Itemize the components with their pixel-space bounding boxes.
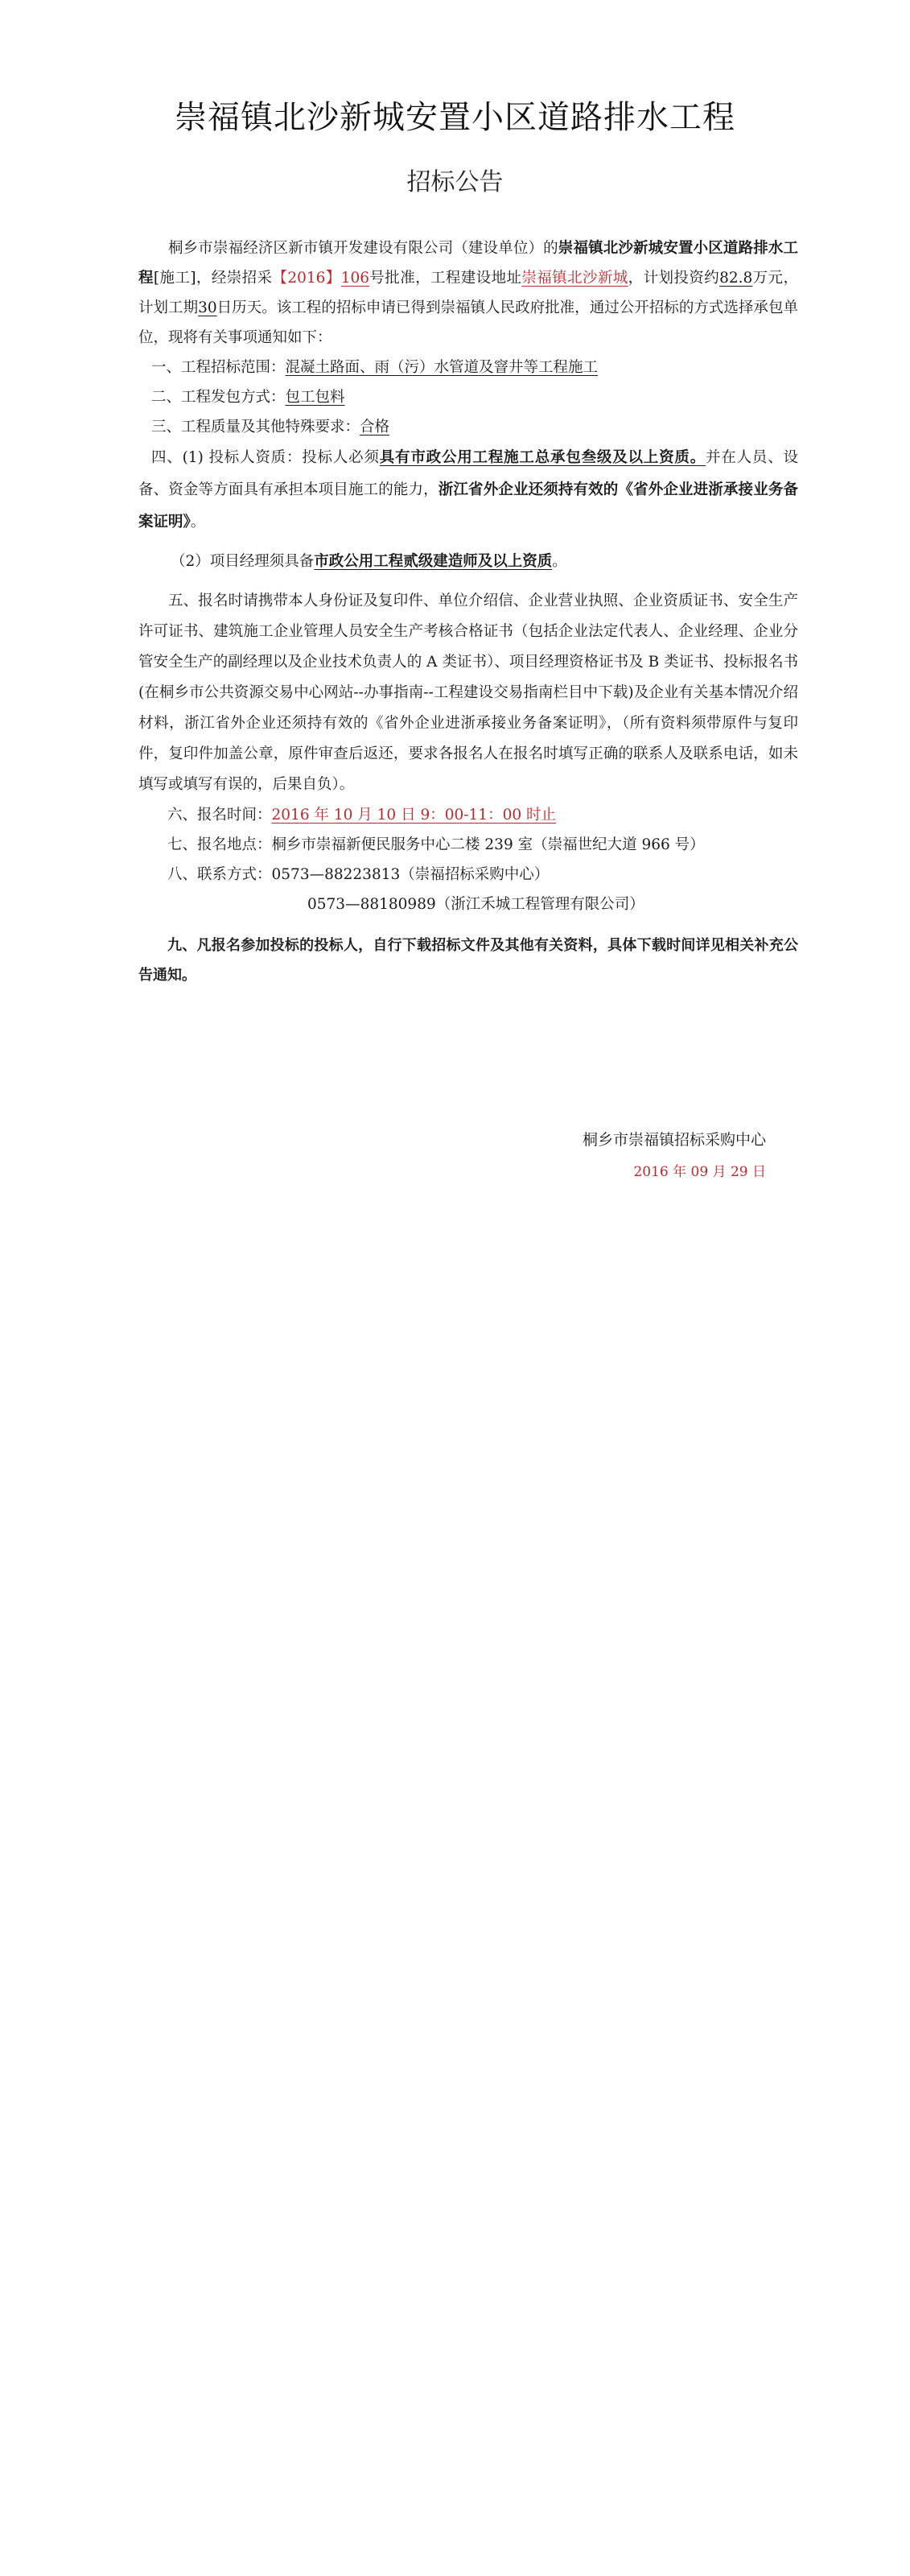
item-registration-location	[138, 830, 798, 860]
intro-address: 崇福镇北沙新城	[521, 270, 628, 287]
intro-text-3: 号批准，工程建设地址	[369, 270, 522, 287]
item-registration-location-label: 七、报名地点：	[167, 836, 272, 853]
intro-doc-number: 106	[340, 270, 370, 287]
intro-text-5: 万元，计划工期	[138, 270, 798, 316]
project-title: 崇福镇北沙新城安置小区道路排水工程	[175, 99, 735, 136]
item-manager-text-2: 。	[552, 553, 567, 570]
item-registration-time	[138, 800, 798, 830]
intro-text-2: [施工]，经崇招采	[153, 270, 273, 287]
intro-text-6: 日历天。该工程的招标申请已得到崇福镇人民政府批准，通过公开招标的方式选择承包单位，现将有关事项通知如下：	[138, 299, 798, 346]
item-quality-value: 合格	[360, 419, 390, 436]
item-contact-2	[138, 890, 798, 919]
item-contract-mode	[138, 382, 798, 412]
item-download-notice: 九、凡报名参加投标的投标人，自行下载招标文件及其他有关资料，具体下载时间详见相关补充公告通知。	[138, 937, 798, 984]
intro-investment: 82.8	[719, 270, 753, 287]
item-contact	[138, 860, 798, 890]
intro-text-1: 桐乡市崇福经济区新市镇开发建设有限公司（建设单位）的	[168, 240, 558, 257]
intro-project-name: 崇福镇北沙新城安置小区道路排水工程	[138, 240, 798, 287]
item-registration-location-value: 桐乡市崇福新便民服务中心二楼 239 室（崇福世纪大道 966 号）	[271, 836, 705, 853]
item-contract-mode-value: 包工包料	[285, 389, 345, 406]
item-quality-label: 三、工程质量及其他特殊要求：	[151, 419, 360, 436]
item-registration-materials: 五、报名时请携带本人身份证及复印件、单位介绍信、企业营业执照、企业资质证书、安全生产许可证书、建筑施工企业管理人员安全生产考核合格证书（包括企业法定代表人、企业经理、企业分管安全生产的副经理以及企业技术负责人的 A 类证书）、项目经理资格证书及 B 类证书、投标报名书(在桐乡市公共资源交易中心网站--办事指南--工程建设交易指南栏目中下载)及企业有关基本情况介绍材料，浙江省外企业还须持有效的《省外企业进浙承接业务备案证明》，（所有资料须带原件与复印件，复印件加盖公章，原件审查后返还，要求各报名人在报名时填写正确的联系人及联系电话，如未填写或填写有误的，后果自负）。	[138, 592, 798, 793]
item-manager-requirement: 市政公用工程贰级建造师及以上资质	[314, 553, 553, 570]
item-scope-value: 混凝土路面、雨（污）水管道及窨井等工程施工	[285, 359, 599, 376]
intro-text-4: ，计划投资约	[628, 270, 720, 287]
announcement-subtitle: 招标公告	[406, 168, 504, 196]
item-contact-phone-1: 0573—88223813（崇福招标采购中心）	[271, 866, 550, 883]
item-qualification	[138, 442, 798, 539]
item-quality	[138, 412, 798, 442]
announcement-body	[138, 233, 798, 990]
item-qualification-text-3: 。	[190, 514, 206, 530]
signature-date: 2016 年 09 月 29 日	[633, 1164, 766, 1180]
item-registration-time-value: 2016 年 10 月 10 日 9：00-11：00 时止	[271, 807, 556, 824]
intro-duration: 30	[198, 299, 217, 316]
signature-block	[444, 1124, 766, 1188]
item-manager-text-1: （2）项目经理须具备	[171, 553, 315, 570]
item-manager	[138, 547, 798, 576]
item-qualification-bold: 浙江省外企业还须持有效的《省外企业进浙承接业务备案证明》	[138, 481, 798, 530]
item-contract-mode-label: 二、工程发包方式：	[151, 389, 286, 406]
signature-org: 桐乡市崇福镇招标采购中心	[582, 1131, 766, 1149]
item-qualification-requirement: 具有市政公用工程施工总承包叁级及以上资质。	[379, 449, 706, 466]
intro-paragraph	[138, 233, 798, 353]
item-contact-phone-2: 0573—88180989（浙江禾城工程管理有限公司）	[307, 896, 644, 913]
item-scope-label: 一、工程招标范围：	[151, 359, 286, 376]
item-qualification-text-2: 并在人员、设备、资金等方面具有承担本项目施工的能力，	[138, 449, 798, 498]
item-registration-time-label: 六、报名时间：	[167, 807, 272, 824]
item-contact-label: 八、联系方式：	[167, 866, 272, 883]
intro-doc-year: 【2016】	[272, 270, 341, 287]
item-qualification-text-1: 四、(1) 投标人资质：投标人必须	[151, 449, 380, 466]
item-scope	[138, 353, 798, 382]
